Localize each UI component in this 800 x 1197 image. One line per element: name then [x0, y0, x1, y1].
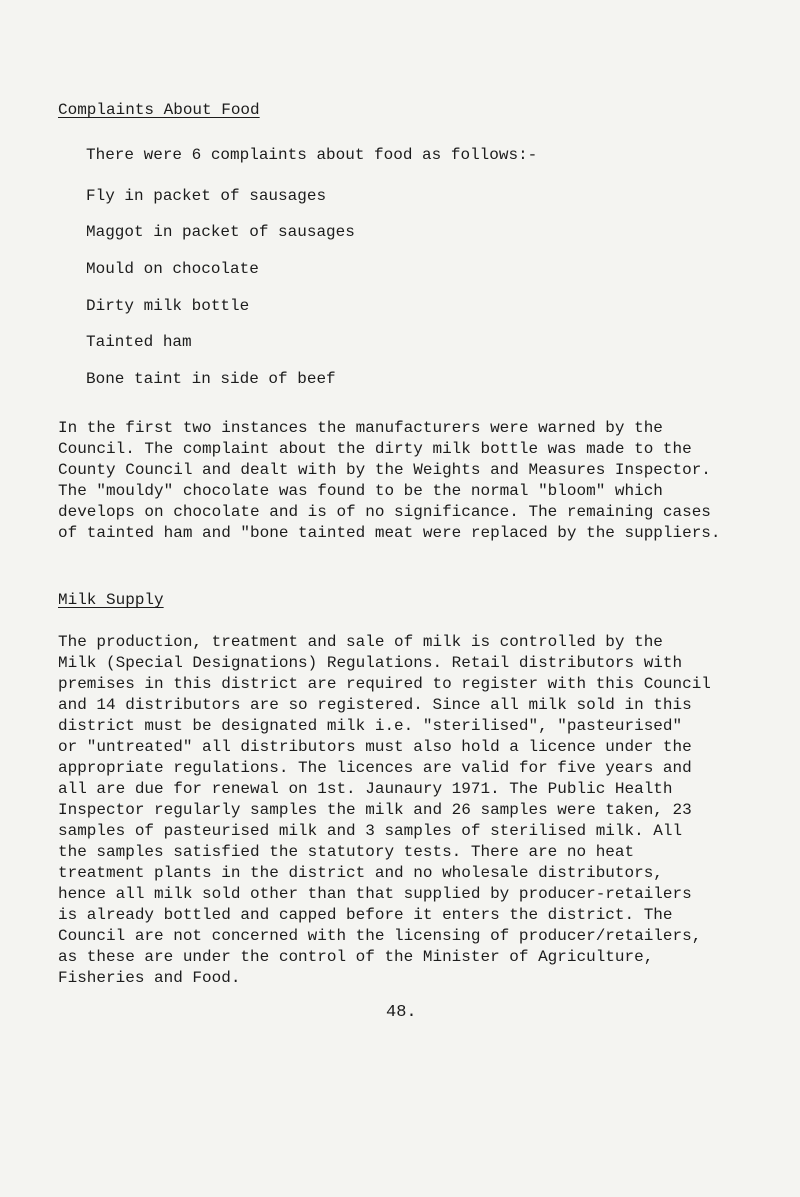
list-item: Maggot in packet of sausages	[86, 223, 355, 241]
complaints-intro: There were 6 complaints about food as follows:-	[86, 146, 538, 164]
list-item: Dirty milk bottle	[86, 297, 250, 315]
page-number: 48.	[386, 1003, 417, 1022]
list-item: Tainted ham	[86, 333, 192, 351]
milk-supply-paragraph: The production, treatment and sale of milk is controlled by the Milk (Special Designations) Regulations. Retail distributors with premises in this district are required to register with this Council and 14 distributors are so registered. Since all milk sold in this district must be designated milk i.e. "sterilised", "pasteurised" or "untreated" all distributors must also hold a licence under the appropriate regulations. The licences are valid for five years and all are due for renewal on 1st. Jaunaury 1971. The Public Health Inspector regularly samples the milk and 26 samples were taken, 23 samples of pasteurised milk and 3 samples of sterilised milk. All the samples satisfied the statutory tests. There are no heat treatment plants in the district and no wholesale distributors, hence all milk sold other than that supplied by producer-retailers is already bottled and capped before it enters the district. The Council are not concerned with the licensing of producer/retailers, as these are under the control of the Minister of Agriculture, Fisheries and Food.	[58, 633, 711, 987]
list-item: Bone taint in side of beef	[86, 370, 336, 388]
complaints-paragraph: In the first two instances the manufacturers were warned by the Council. The complaint about the dirty milk bottle was made to the County Council and dealt with by the Weights and Measures Inspector. The "mouldy" chocolate was found to be the normal "bloom" which develops on chocolate and is of no significance. The remaining cases of tainted ham and "bone tainted meat were replaced by the suppliers.	[58, 419, 721, 542]
complaints-heading: Complaints About Food	[58, 101, 260, 119]
list-item: Fly in packet of sausages	[86, 187, 327, 205]
milk-supply-heading: Milk Supply	[58, 591, 164, 609]
list-item: Mould on chocolate	[86, 260, 259, 278]
